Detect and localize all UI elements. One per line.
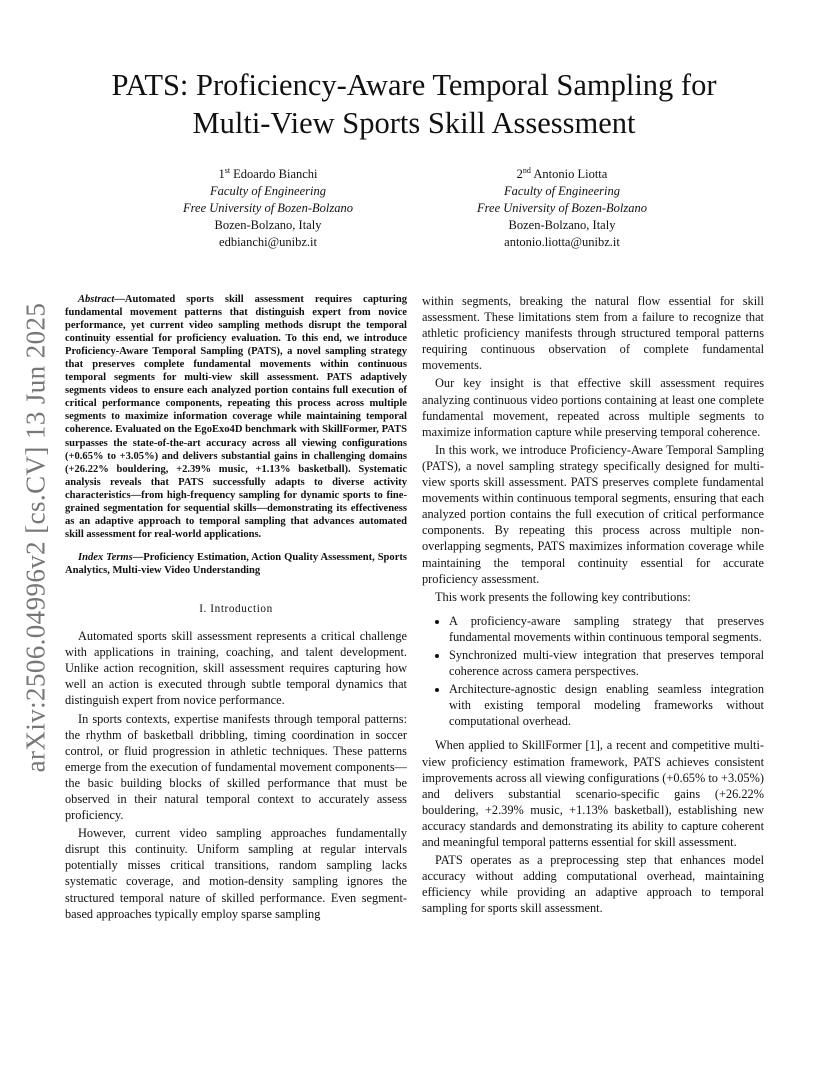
author-city: Bozen-Bolzano, Italy <box>508 218 616 233</box>
author-faculty: Faculty of Engineering <box>504 184 620 199</box>
contributions-list <box>422 613 764 730</box>
title-line-2: Multi-View Sports Skill Assessment <box>192 106 636 140</box>
right-column <box>422 293 764 916</box>
index-terms <box>65 551 407 577</box>
body-paragraph: However, current video sampling approaches fundamentally disrupt this continuity. Uniform sampling at regular intervals potentially misses critical transitions, random sampling lacks systematic coverage, and motion-density sampling ignores the structured temporal nature of skilled performance. Even segment-based approaches typically employ sparse sampling <box>65 826 407 921</box>
contribution-item: • Architecture-agnostic design enabling seamless integration with existing temporal modeling frameworks without computational overhead. <box>449 681 764 729</box>
author-block-1 <box>138 162 398 251</box>
body-paragraph: Automated sports skill assessment represents a critical challenge with applications in training, coaching, and talent development. Unlike action recognition, skill assessment requires capturing how well an action is executed through subtle temporal dynamics that distinguish expert from novice performance. <box>65 629 407 708</box>
contribution-item: • A proficiency-aware sampling strategy that preserves fundamental movements within continuous temporal segments. <box>449 613 764 645</box>
author-name: 1st Edoardo Bianchi <box>218 166 318 182</box>
abstract-text: —Automated sports skill assessment requires capturing fundamental movement patterns that distinguish expert from novice performance, yet current video sampling methods disrupt the temporal continuity essential for proficiency evaluation. To this end, we introduce Proficiency-Aware Temporal Sampling (PATS), a novel sampling strategy that preserves complete fundamental movements within continuous temporal segments for multi-view skill assessment. PATS adaptively segments videos to ensure each analyzed portion contains full execution of critical performance components, repeating this process across multiple segments to maximize information coverage while maintaining temporal coherence. Evaluated on the EgoExo4D benchmark with SkillFormer, PATS surpasses the state-of-the-art accuracy across all viewing configurations (+0.65% to +3.05%) and delivers substantial gains in challenging domains (+26.22% bouldering, +2.39% music, +1.13% basketball). Systematic analysis reveals that PATS successfully adapts to diverse activity characteristics—from high-frequency sampling for dynamic sports to fine-grained segmentation for sequential skills—demonstrating its effectiveness as an adaptive approach to temporal sampling that advances automated skill assessment for real-world applications. <box>65 294 407 540</box>
body-paragraph: When applied to SkillFormer [1], a recent and competitive multi-view proficiency estimation framework, PATS achieves consistent improvements across all viewing configurations (+0.65% to +3.05%) and delivers substantial scenario-specific gains (+26.22% bouldering, +2.39% music, +1.13% basketball), establishing new accuracy standards and demonstrating its ability to capture coherent and meaningful temporal patterns essential for skill assessment. <box>422 738 764 849</box>
body-paragraph-continued: within segments, breaking the natural flow essential for skill assessment. These limitations stem from a failure to recognize that athletic proficiency manifests through structured temporal patterns requiring continuous observation of complete fundamental movements. <box>422 294 764 373</box>
title-line-1: PATS: Proficiency-Aware Temporal Sampling for <box>111 68 717 102</box>
author-faculty: Faculty of Engineering <box>210 184 326 199</box>
index-terms-text: —Proficiency Estimation, Action Quality Assessment, Sports Analytics, Multi-view Video Understanding <box>65 551 407 576</box>
index-terms-label: Index Terms <box>78 551 133 563</box>
left-column <box>65 293 407 922</box>
author-city: Bozen-Bolzano, Italy <box>214 218 322 233</box>
author-block-2 <box>432 162 692 251</box>
author-email[interactable]: antonio.liotta@unibz.it <box>504 235 620 250</box>
body-paragraph: In this work, we introduce Proficiency-Aware Temporal Sampling (PATS), a novel sampling strategy specifically designed for multi-view sports skill assessment. PATS preserves complete fundamental movements within continuous temporal segments, ensuring that each analyzed portion contains the full execution of critical performance components. By repeating this process across multiple non-overlapping segments, PATS maximizes information coverage while maintaining the temporal continuity essential for accurate proficiency assessment. <box>422 442 764 586</box>
abstract-label: Abstract <box>78 294 115 305</box>
author-name: 2nd Antonio Liotta <box>516 166 608 182</box>
body-paragraph: In sports contexts, expertise manifests through temporal patterns: the rhythm of basketball dribbling, timing coordination in soccer control, or fluid progression in athletic techniques. These patterns emerge from the execution of fundamental movement components—the basic building blocks of skilled performance that must be observed in their natural temporal context to accurately assess proficiency. <box>65 711 407 823</box>
author-email[interactable]: edbianchi@unibz.it <box>219 235 317 250</box>
author-university: Free University of Bozen-Bolzano <box>477 201 647 216</box>
abstract <box>65 293 407 541</box>
body-paragraph: This work presents the following key contributions: <box>435 589 691 604</box>
author-university: Free University of Bozen-Bolzano <box>183 201 353 216</box>
arxiv-identifier: arXiv:2506.04996v2 [cs.CV] 13 Jun 2025 <box>20 302 51 773</box>
body-paragraph: PATS operates as a preprocessing step that enhances model accuracy without adding computational overhead, maintaining efficiency while providing an adaptive approach to temporal sampling for sports skill assessment. <box>422 853 764 916</box>
section-heading-introduction: I. Introduction <box>199 602 273 615</box>
contribution-item: • Synchronized multi-view integration that preserves temporal coherence across camera perspectives. <box>449 647 764 679</box>
paper-title <box>30 66 798 142</box>
body-paragraph: Our key insight is that effective skill assessment requires analyzing continuous video portions containing at least one complete fundamental movement, repeated across multiple segments to maximize information capture while preserving temporal coherence. <box>422 376 764 439</box>
